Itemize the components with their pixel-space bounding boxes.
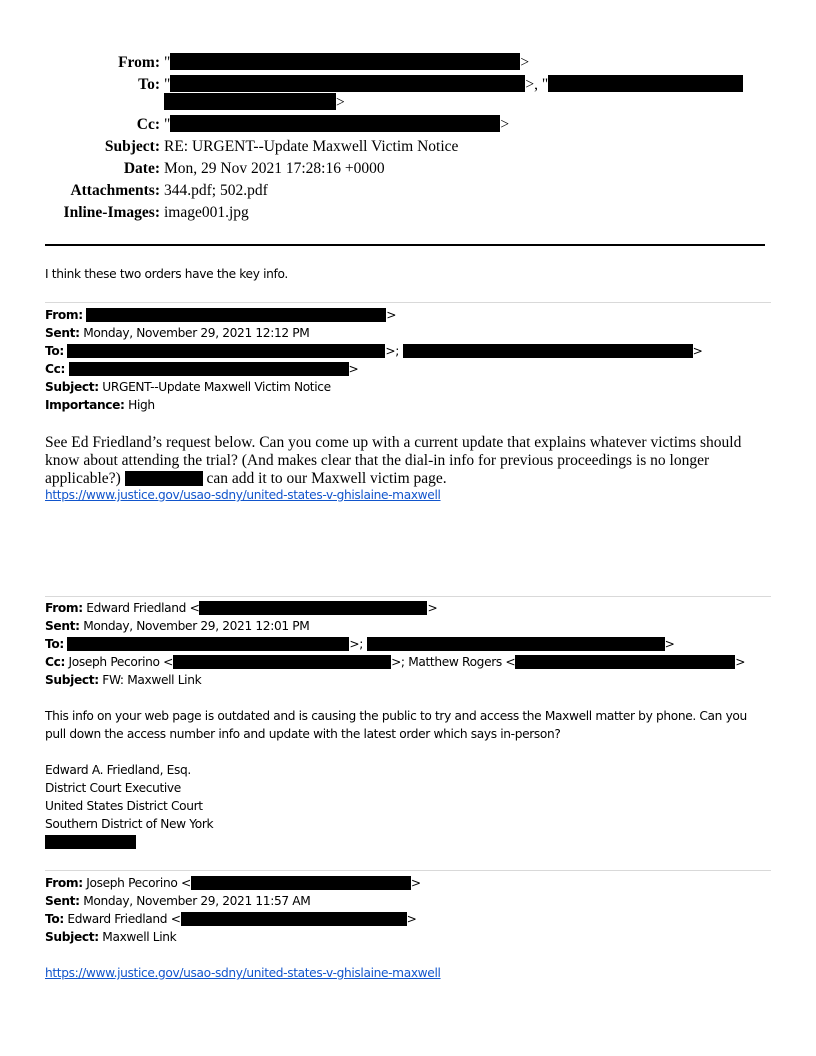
redaction [86,308,386,322]
redaction [45,835,136,849]
redaction [67,344,385,358]
msg2-from-name: Edward Friedland < [86,601,200,615]
redaction [367,637,665,651]
redaction [170,75,525,92]
msg1-body [45,434,770,488]
header-cc-row: Cc: " > [0,114,816,136]
msg3-to-row: To: Edward Friedland < > [45,912,417,926]
header-from-row: From: " > [0,52,816,74]
header-to-row: To: " >, " [0,74,816,96]
msg1-to-label: To: [45,344,64,358]
msg2-body-line2: pull down the access number info and update with the latest order which says in-person? [45,727,561,741]
msg1-cc-row: Cc: > [45,362,359,376]
redaction [170,115,500,132]
redaction [181,912,407,926]
msg2-sig-line: District Court Executive [45,781,181,795]
message-divider [45,302,771,303]
msg3-link[interactable]: https://www.justice.gov/usao-sdny/united-states-v-ghislaine-maxwell [45,966,441,980]
reply-text: I think these two orders have the key info. [45,267,288,281]
redaction [515,655,735,669]
header-date: Mon, 29 Nov 2021 17:28:16 +0000 [164,160,385,177]
redaction [69,362,349,376]
msg2-subject-row [45,671,201,689]
redaction [403,344,693,358]
msg3-sent-row [45,892,310,910]
header-to-label: To: [138,76,160,93]
msg1-sent-label: Sent: [45,326,80,340]
msg3-sent-label: Sent: [45,894,80,908]
header-divider [45,244,765,246]
redaction [125,471,203,486]
msg3-from-row: From: Joseph Pecorino < > [45,876,421,890]
msg2-sent-label: Sent: [45,619,80,633]
msg1-importance: High [128,398,155,412]
msg3-subject-label: Subject: [45,930,99,944]
msg3-subject: Maxwell Link [102,930,177,944]
msg3-sent: Monday, November 29, 2021 11:57 AM [83,894,311,908]
redaction [199,601,427,615]
msg1-importance-row [45,396,155,414]
msg2-sig-line: Southern District of New York [45,817,214,831]
msg2-sent-row [45,617,309,635]
msg2-to-label: To: [45,637,64,651]
header-attachments-row [0,180,816,202]
msg2-cc-name2: >; Matthew Rogers < [391,655,516,669]
msg2-cc-name1: Joseph Pecorino < [68,655,174,669]
msg3-to-name: Edward Friedland < [67,912,181,926]
redaction [173,655,391,669]
msg3-subject-row [45,928,176,946]
msg2-body-line1: This info on your web page is outdated and is causing the public to try and access the Maxwell matter by phone. Can you [45,709,747,723]
msg1-subject: URGENT--Update Maxwell Victim Notice [102,380,331,394]
msg1-from-row: From: > [45,308,397,322]
msg2-subject: FW: Maxwell Link [102,673,202,687]
header-date-row [0,158,816,180]
msg2-from-label: From: [45,601,83,615]
header-attachments[interactable]: 344.pdf; 502.pdf [164,182,268,199]
msg1-from-label: From: [45,308,83,322]
msg1-to-row: To: >; > [45,344,703,358]
msg1-subject-label: Subject: [45,380,99,394]
msg3-to-label: To: [45,912,64,926]
msg1-subject-row [45,378,331,396]
header-to-row-cont: > [0,92,816,114]
message-divider [45,596,771,597]
header-subject: RE: URGENT--Update Maxwell Victim Notice [164,138,459,155]
header-inline-images-label: Inline-Images: [63,204,160,221]
msg1-sent: Monday, November 29, 2021 12:12 PM [83,326,310,340]
header-attachments-label: Attachments: [70,182,160,199]
redaction [191,876,411,890]
header-cc-label: Cc: [136,116,160,133]
header-date-label: Date: [123,160,160,177]
redaction [67,637,349,651]
msg2-sent: Monday, November 29, 2021 12:01 PM [83,619,310,633]
msg2-subject-label: Subject: [45,673,99,687]
msg2-cc-row: Cc: Joseph Pecorino < >; Matthew Rogers < > [45,655,746,669]
header-from-label: From: [118,54,160,71]
header-subject-label: Subject: [104,138,160,155]
msg2-sig-line: United States District Court [45,799,203,813]
msg2-sig-line: Edward A. Friedland, Esq. [45,763,191,777]
redaction [164,93,336,110]
message-divider [45,870,771,871]
msg2-cc-label: Cc: [45,655,65,669]
msg3-from-label: From: [45,876,83,890]
msg1-sent-row [45,324,309,342]
msg3-from-name: Joseph Pecorino < [86,876,191,890]
msg1-importance-label: Importance: [45,398,125,412]
header-inline-images-row [0,202,816,224]
msg1-body-part1: See Ed Friedland’s request below. Can you come up with a current update that explains whatever victims should know about attending the trial? (And makes clear that the dial-in info for previous proceedings is no longer applicable?) [45,434,742,487]
header-inline-images[interactable]: image001.jpg [164,204,249,221]
redaction [170,53,520,70]
msg2-from-row: From: Edward Friedland < > [45,601,438,615]
header-subject-row [0,136,816,158]
msg2-to-row: To: >; > [45,637,675,651]
msg1-body-part2: can add it to our Maxwell victim page. [206,470,447,487]
msg1-link[interactable]: https://www.justice.gov/usao-sdny/united-states-v-ghislaine-maxwell [45,488,441,502]
redaction [548,75,743,92]
msg1-cc-label: Cc: [45,362,65,376]
